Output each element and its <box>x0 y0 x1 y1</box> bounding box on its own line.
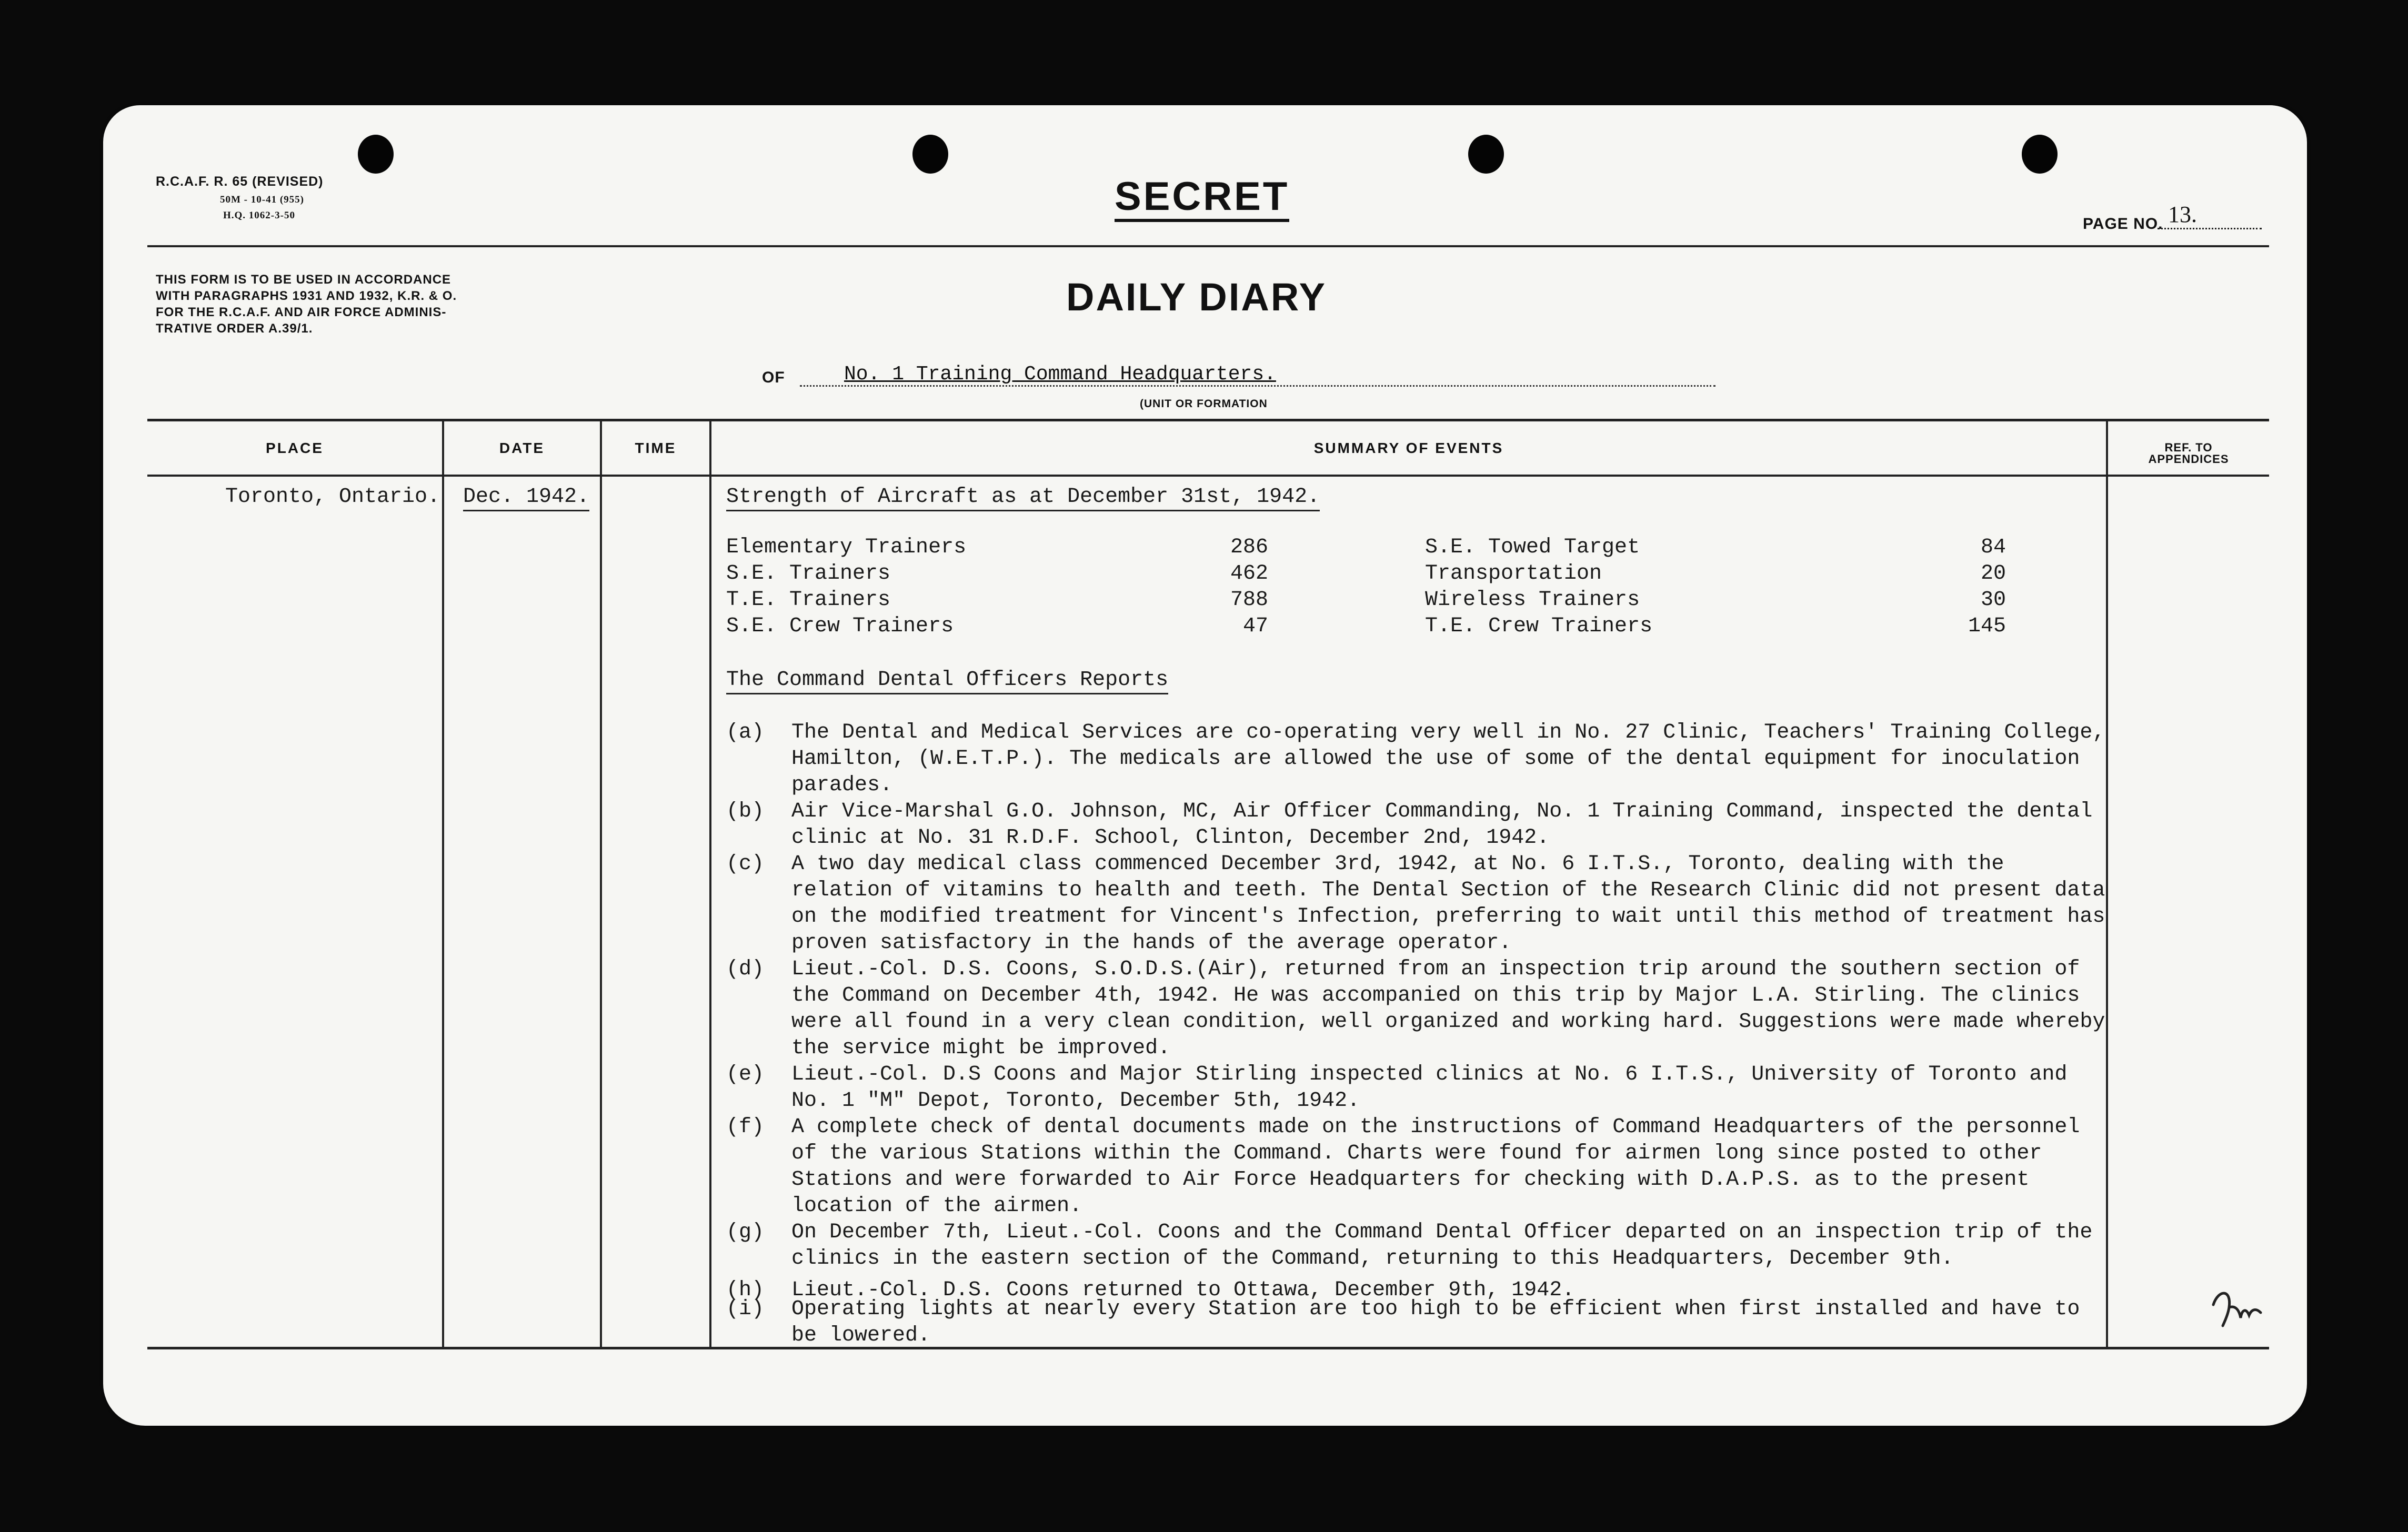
table-top-rule <box>147 419 2269 421</box>
header-rule <box>147 245 2269 247</box>
table-head-rule <box>147 475 2269 477</box>
event-text: A complete check of dental documents made on the instructions of Command Headquarters of the personnel of the various Stations within the Command. Charts were found for airmen long since posted to other Stations and were forwarded to Air Force Headquarters for checking with D.A.P.S. as to the present location of the airmen. <box>791 1115 2080 1218</box>
punch-hole <box>912 135 948 174</box>
classification-stamp: SECRET <box>1115 175 1289 222</box>
event-label: (f) <box>726 1115 765 1139</box>
handwritten-initials-mark <box>2208 1284 2266 1331</box>
aircraft-type: Wireless Trainers <box>1425 588 1640 612</box>
instruction-line-2: WITH PARAGRAPHS 1931 AND 1932, K.R. & O. <box>156 289 457 303</box>
event-text: The Dental and Medical Services are co-operating very well in No. 27 Clinic, Teachers' Training College, Hamilton, (W.E.T.P.). The medicals are allowed the use of some of the dental equipment for inoculation parades. <box>791 721 2105 797</box>
event-label: (c) <box>726 852 765 876</box>
event-label: (e) <box>726 1063 765 1086</box>
punch-hole <box>1468 135 1504 174</box>
aircraft-type: S.E. Crew Trainers <box>726 614 954 638</box>
event-label: (d) <box>726 958 765 981</box>
col-header-ref-2: APPENDICES <box>2148 452 2229 466</box>
event-label: (h) <box>726 1278 765 1302</box>
instruction-line-3: FOR THE R.C.A.F. AND AIR FORCE ADMINIS- <box>156 305 447 319</box>
form-number: R.C.A.F. R. 65 (REVISED) <box>156 174 324 189</box>
event-text: Lieut.-Col. D.S. Coons returned to Ottawa, December 9th, 1942. <box>791 1278 1575 1302</box>
aircraft-type: S.E. Trainers <box>726 562 891 586</box>
instruction-line-4: TRATIVE ORDER A.39/1. <box>156 321 313 336</box>
aircraft-type: Transportation <box>1425 562 1602 586</box>
dental-reports-heading: The Command Dental Officers Reports <box>726 668 1168 694</box>
aircraft-count: 30 <box>1980 588 2006 612</box>
col-divider-place <box>442 421 444 1347</box>
event-text: Air Vice-Marshal G.O. Johnson, MC, Air Officer Commanding, No. 1 Training Command, inspected the dental clinic at No. 31 R.D.F. School, Clinton, December 2nd, 1942. <box>791 800 2093 850</box>
aircraft-type: Elementary Trainers <box>726 536 967 559</box>
aircraft-count: 145 <box>1968 614 2006 638</box>
aircraft-count: 462 <box>1230 562 1268 586</box>
unit-caption: (UNIT OR FORMATION <box>1140 398 1268 410</box>
col-header-summary: SUMMARY OF EVENTS <box>1313 440 1504 456</box>
form-print-code: 50M - 10-41 (955) <box>220 194 304 205</box>
aircraft-type: T.E. Crew Trainers <box>1425 614 1653 638</box>
aircraft-type: S.E. Towed Target <box>1425 536 1640 559</box>
page-number: 13. <box>2158 201 2262 229</box>
entry-place: Toronto, Ontario. <box>225 485 440 509</box>
strength-heading: Strength of Aircraft as at December 31st, 1942. <box>726 485 1320 511</box>
col-header-date: DATE <box>499 440 545 456</box>
event-text: Lieut.-Col. D.S. Coons, S.O.D.S.(Air), returned from an inspection trip around the southern section of the Command on December 4th, 1942. He was accompanied on this trip by Major L.A. Stirling. The clinics were all found in a very clean condition, well organized and working hard. Suggestions were made whereby the service might be improved. <box>791 958 2105 1060</box>
aircraft-count: 286 <box>1230 536 1268 559</box>
unit-dotted-line <box>800 385 1715 387</box>
col-header-ref-1: REF. TO <box>2164 441 2213 454</box>
event-label: (g) <box>726 1221 765 1244</box>
instruction-line-1: THIS FORM IS TO BE USED IN ACCORDANCE <box>156 273 452 287</box>
event-text: On December 7th, Lieut.-Col. Coons and the Command Dental Officer departed on an inspection trip of the clinics in the eastern section of the Command, returning to this Headquarters, December 9th. <box>791 1221 2093 1271</box>
aircraft-count: 788 <box>1230 588 1268 612</box>
punch-hole <box>358 135 394 174</box>
page-label: PAGE NO. <box>2083 215 2163 233</box>
form-title: DAILY DIARY <box>1066 275 1327 319</box>
aircraft-type: T.E. Trainers <box>726 588 891 612</box>
col-divider-time <box>709 421 711 1347</box>
event-text: Lieut.-Col. D.S Coons and Major Stirling inspected clinics at No. 6 I.T.S., University of Toronto and No. 1 "M" Depot, Toronto, December 5th, 1942. <box>791 1063 2068 1113</box>
punch-hole <box>2022 135 2058 174</box>
event-label: (b) <box>726 800 765 823</box>
entry-date: Dec. 1942. <box>463 485 589 511</box>
unit-name: No. 1 Training Command Headquarters. <box>844 363 1276 386</box>
col-header-place: PLACE <box>266 440 324 456</box>
event-text: A two day medical class commenced December 3rd, 1942, at No. 6 I.T.S., Toronto, dealing with the relation of vitamins to health and teeth. The Dental Section of the Research Clinic did not present data on the modified treatment for Vincent's Infection, preferring to wait until this method of treatment has proven satisfactory in the hands of the average operator. <box>791 852 2105 955</box>
col-divider-date <box>600 421 602 1347</box>
form-hq-code: H.Q. 1062-3-50 <box>223 210 295 221</box>
aircraft-count: 20 <box>1980 562 2006 586</box>
col-header-time: TIME <box>635 440 677 456</box>
event-text: Operating lights at nearly every Station are too high to be efficient when first installed and have to be lowered. <box>791 1297 2080 1347</box>
of-label: OF <box>762 369 785 386</box>
aircraft-count: 47 <box>1242 614 1268 638</box>
event-label: (a) <box>726 721 765 744</box>
aircraft-count: 84 <box>1980 536 2006 559</box>
event-label: (i) <box>726 1297 765 1321</box>
